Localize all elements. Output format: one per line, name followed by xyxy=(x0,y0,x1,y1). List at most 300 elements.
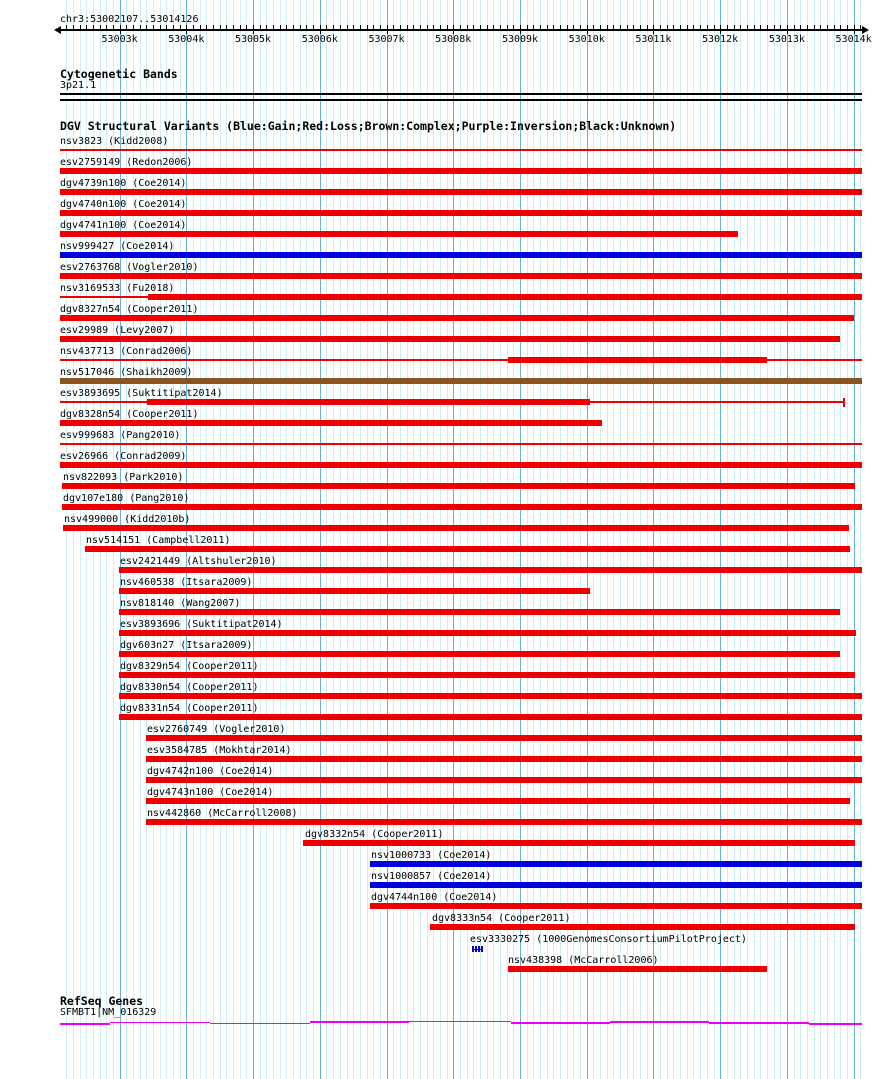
variant-bar[interactable] xyxy=(370,882,862,888)
ruler-minor-tick xyxy=(180,25,181,30)
gene-line-segment[interactable] xyxy=(60,1023,110,1025)
grid-line-minor xyxy=(326,0,327,1079)
grid-line-minor xyxy=(306,0,307,1079)
ruler-minor-tick xyxy=(540,25,541,30)
ruler-minor-tick xyxy=(754,25,755,30)
variant-label[interactable]: nsv3823 (Kidd2008) xyxy=(60,136,169,147)
ruler-minor-tick xyxy=(714,25,715,30)
variant-exon-glyph[interactable] xyxy=(472,946,483,952)
variant-bar[interactable] xyxy=(146,777,862,783)
variant-label[interactable]: nsv460538 (Itsara2009) xyxy=(120,577,253,588)
grid-line-major xyxy=(587,0,588,1079)
ruler-minor-tick xyxy=(260,25,261,30)
grid-line-minor xyxy=(714,0,715,1079)
cytoband-bar[interactable] xyxy=(60,93,862,101)
variant-label[interactable]: dgv603n27 (Itsara2009) xyxy=(120,640,253,651)
ruler-minor-tick xyxy=(500,25,501,30)
ruler-major-tick xyxy=(320,25,321,34)
grid-line-major xyxy=(387,0,388,1079)
variant-label[interactable]: nsv442860 (McCarroll2008) xyxy=(147,808,298,819)
variant-bar[interactable] xyxy=(85,546,850,552)
variant-label[interactable]: dgv107e180 (Pang2010) xyxy=(63,493,190,504)
ruler-minor-tick xyxy=(233,25,234,30)
grid-line-minor xyxy=(774,0,775,1079)
ruler-minor-tick xyxy=(780,25,781,30)
ruler-minor-tick xyxy=(213,25,214,30)
variant-bar[interactable] xyxy=(146,735,862,741)
variant-bar[interactable] xyxy=(60,231,738,237)
ruler-minor-tick xyxy=(460,25,461,30)
grid-line-minor xyxy=(380,0,381,1079)
variant-bar[interactable] xyxy=(148,294,862,300)
ruler-major-tick xyxy=(854,25,855,34)
grid-line-minor xyxy=(767,0,768,1079)
variant-label[interactable]: esv2763768 (Vogler2010) xyxy=(60,262,199,273)
ruler-minor-tick xyxy=(353,25,354,30)
grid-line-minor xyxy=(693,0,694,1079)
variant-bar[interactable] xyxy=(370,861,862,867)
variant-label[interactable]: dgv8329n54 (Cooper2011) xyxy=(120,661,259,672)
variant-bar[interactable] xyxy=(119,651,840,657)
grid-line-minor xyxy=(627,0,628,1079)
gene-line-segment[interactable] xyxy=(709,1022,809,1024)
grid-line-minor xyxy=(673,0,674,1079)
dgv-variants-title: DGV Structural Variants (Blue:Gain;Red:Loss;Brown:Complex;Purple:Inversion;Black:Unknown) xyxy=(60,119,677,133)
variant-label[interactable]: dgv8330n54 (Cooper2011) xyxy=(120,682,259,693)
ruler-major-tick xyxy=(720,25,721,34)
ruler-minor-tick xyxy=(513,25,514,30)
grid-line-minor xyxy=(427,0,428,1079)
cytogenetic-bands-title: Cytogenetic Bands xyxy=(60,67,178,81)
grid-line-minor xyxy=(820,0,821,1079)
grid-line-minor xyxy=(680,0,681,1079)
ruler-tick-label: 53007k xyxy=(368,34,405,45)
grid-line-minor xyxy=(333,0,334,1079)
ruler-minor-tick xyxy=(533,25,534,30)
ruler-minor-tick xyxy=(86,25,87,30)
variant-label[interactable]: esv29989 (Levy2007) xyxy=(60,325,175,336)
grid-line-minor xyxy=(847,0,848,1079)
variant-bar[interactable] xyxy=(147,399,590,405)
ruler-minor-tick xyxy=(800,25,801,30)
ruler-tick-label: 53014k xyxy=(835,34,872,45)
ruler-minor-tick xyxy=(100,25,101,30)
ruler-minor-tick xyxy=(160,25,161,30)
ruler-major-tick xyxy=(253,25,254,34)
ruler-minor-tick xyxy=(734,25,735,30)
ruler-minor-tick xyxy=(767,25,768,30)
ruler-minor-tick xyxy=(440,25,441,30)
ruler-minor-tick xyxy=(527,25,528,30)
gene-line-segment[interactable] xyxy=(809,1023,862,1025)
grid-line-major xyxy=(854,0,855,1079)
gene-name-label: SFMBT1|NM_016329 xyxy=(60,1007,157,1018)
gene-line-segment[interactable] xyxy=(511,1022,610,1024)
variant-bar[interactable] xyxy=(119,609,840,615)
variant-label[interactable]: dgv8327n54 (Cooper2011) xyxy=(60,304,199,315)
variant-bar[interactable] xyxy=(119,630,856,636)
ruler-minor-tick xyxy=(807,25,808,30)
variant-label[interactable]: esv3330275 (1000GenomesConsortiumPilotProject) xyxy=(470,934,747,945)
variant-bar[interactable] xyxy=(60,315,854,321)
variant-label[interactable]: esv2759149 (Redon2006) xyxy=(60,157,193,168)
grid-line-minor xyxy=(293,0,294,1079)
ruler-minor-tick xyxy=(133,25,134,30)
ruler-left-arrow-icon xyxy=(54,26,61,34)
ruler-minor-tick xyxy=(347,25,348,30)
variant-line[interactable] xyxy=(60,296,148,298)
ruler-minor-tick xyxy=(547,25,548,30)
grid-line-minor xyxy=(260,0,261,1079)
ruler-minor-tick xyxy=(507,25,508,30)
ruler-minor-tick xyxy=(106,25,107,30)
ruler-minor-tick xyxy=(333,25,334,30)
grid-line-minor xyxy=(834,0,835,1079)
grid-line-minor xyxy=(633,0,634,1079)
ruler-major-tick xyxy=(453,25,454,34)
ruler-minor-tick xyxy=(633,25,634,30)
grid-line-minor xyxy=(373,0,374,1079)
grid-line-minor xyxy=(760,0,761,1079)
variant-label[interactable]: nsv517046 (Shaikh2009) xyxy=(60,367,193,378)
variant-label[interactable]: nsv818140 (Wang2007) xyxy=(120,598,241,609)
ruler-minor-tick xyxy=(427,25,428,30)
ruler-minor-tick xyxy=(413,25,414,30)
variant-bar[interactable] xyxy=(119,567,862,573)
grid-line-minor xyxy=(620,0,621,1079)
variant-label[interactable]: esv3584785 (Mokhtar2014) xyxy=(147,745,292,756)
ruler-minor-tick xyxy=(433,25,434,30)
grid-line-minor xyxy=(860,0,861,1079)
ruler-minor-tick xyxy=(113,25,114,30)
ruler-minor-tick xyxy=(300,25,301,30)
grid-line-minor xyxy=(647,0,648,1079)
grid-line-minor xyxy=(827,0,828,1079)
grid-line-minor xyxy=(353,0,354,1079)
ruler-minor-tick xyxy=(667,25,668,30)
grid-line-minor xyxy=(814,0,815,1079)
ruler-minor-tick xyxy=(493,25,494,30)
variant-bar[interactable] xyxy=(60,210,862,216)
grid-line-major xyxy=(720,0,721,1079)
ruler-minor-tick xyxy=(246,25,247,30)
variant-bar[interactable] xyxy=(508,966,767,972)
ruler-tick-label: 53005k xyxy=(234,34,272,45)
variant-bar[interactable] xyxy=(146,798,850,804)
ruler-minor-tick xyxy=(266,25,267,30)
ruler-minor-tick xyxy=(73,25,74,30)
ruler-minor-tick xyxy=(140,25,141,30)
grid-line-major xyxy=(253,0,254,1079)
ruler-tick-label: 53009k xyxy=(501,34,539,45)
variant-label[interactable]: esv999683 (Pang2010) xyxy=(60,430,181,441)
grid-line-minor xyxy=(734,0,735,1079)
grid-line-minor xyxy=(407,0,408,1079)
ruler-minor-tick xyxy=(834,25,835,30)
variant-label[interactable]: dgv4739n100 (Coe2014) xyxy=(60,178,187,189)
variant-bar[interactable] xyxy=(370,903,862,909)
variant-bar[interactable] xyxy=(119,588,590,594)
ruler-minor-tick xyxy=(280,25,281,30)
ruler-minor-tick xyxy=(487,25,488,30)
grid-line-minor xyxy=(340,0,341,1079)
ruler-minor-tick xyxy=(580,25,581,30)
variant-label[interactable]: nsv514151 (Campbell2011) xyxy=(86,535,231,546)
variant-line[interactable] xyxy=(60,443,862,445)
grid-line-minor xyxy=(687,0,688,1079)
variant-label[interactable]: dgv4741n100 (Coe2014) xyxy=(60,220,187,231)
variant-label[interactable]: esv3893696 (Suktitipat2014) xyxy=(120,619,283,630)
grid-line-minor xyxy=(420,0,421,1079)
ruler-tick-label: 53004k xyxy=(168,34,205,45)
ruler-minor-tick xyxy=(93,25,94,30)
grid-line-minor xyxy=(667,0,668,1079)
variant-label[interactable]: nsv822093 (Park2010) xyxy=(63,472,184,483)
ruler-minor-tick xyxy=(814,25,815,30)
ruler-tick-label: 53011k xyxy=(635,34,672,45)
ruler-minor-tick xyxy=(380,25,381,30)
ruler-minor-tick xyxy=(700,25,701,30)
ruler-minor-tick xyxy=(794,25,795,30)
ruler-minor-tick xyxy=(640,25,641,30)
variant-bar[interactable] xyxy=(60,252,862,258)
variant-bar[interactable] xyxy=(508,357,767,363)
ruler-minor-tick xyxy=(600,25,601,30)
ruler-minor-tick xyxy=(593,25,594,30)
grid-line-minor xyxy=(807,0,808,1079)
ruler-minor-tick xyxy=(553,25,554,30)
grid-line-minor xyxy=(367,0,368,1079)
ruler-minor-tick xyxy=(367,25,368,30)
variant-label[interactable]: nsv1000857 (Coe2014) xyxy=(371,871,492,882)
variant-bar[interactable] xyxy=(146,819,862,825)
ruler-minor-tick xyxy=(66,25,67,30)
variant-label[interactable]: nsv1000733 (Coe2014) xyxy=(371,850,492,861)
ruler-minor-tick xyxy=(393,25,394,30)
ruler-minor-tick xyxy=(774,25,775,30)
variant-bar[interactable] xyxy=(62,483,855,489)
ruler-minor-tick xyxy=(447,25,448,30)
variant-label[interactable]: nsv438398 (McCarroll2006) xyxy=(508,955,659,966)
ruler-right-arrow-icon xyxy=(862,26,869,34)
grid-line-minor xyxy=(573,0,574,1079)
grid-line-major xyxy=(320,0,321,1079)
variant-end-tick[interactable] xyxy=(843,398,845,407)
grid-line-minor xyxy=(393,0,394,1079)
variant-label[interactable]: esv26966 (Conrad2009) xyxy=(60,451,187,462)
ruler-minor-tick xyxy=(847,25,848,30)
ruler-major-tick xyxy=(387,25,388,34)
variant-bar[interactable] xyxy=(60,189,862,195)
grid-line-minor xyxy=(347,0,348,1079)
ruler-tick-label: 53008k xyxy=(435,34,472,45)
grid-line-minor xyxy=(240,0,241,1079)
variant-bar[interactable] xyxy=(119,672,855,678)
grid-line-minor xyxy=(600,0,601,1079)
variant-label[interactable]: nsv499000 (Kidd2010b) xyxy=(64,514,191,525)
variant-label[interactable]: esv2421449 (Altshuler2010) xyxy=(120,556,277,567)
ruler-minor-tick xyxy=(80,25,81,30)
ruler-minor-tick xyxy=(620,25,621,30)
ruler-major-tick xyxy=(520,25,521,34)
ruler-minor-tick xyxy=(146,25,147,30)
variant-bar[interactable] xyxy=(60,378,862,384)
ruler-minor-tick xyxy=(200,25,201,30)
gene-line-segment[interactable] xyxy=(610,1021,709,1023)
variant-bar[interactable] xyxy=(60,336,840,342)
grid-line-minor xyxy=(727,0,728,1079)
ruler-minor-tick xyxy=(727,25,728,30)
grid-line-minor xyxy=(593,0,594,1079)
ruler-minor-tick xyxy=(827,25,828,30)
ruler-minor-tick xyxy=(760,25,761,30)
ruler-minor-tick xyxy=(567,25,568,30)
ruler-minor-tick xyxy=(400,25,401,30)
variant-label[interactable]: dgv4744n100 (Coe2014) xyxy=(371,892,498,903)
ruler-minor-tick xyxy=(673,25,674,30)
grid-line-minor xyxy=(754,0,755,1079)
variant-bar[interactable] xyxy=(62,504,862,510)
grid-line-major xyxy=(653,0,654,1079)
grid-line-minor xyxy=(580,0,581,1079)
ruler-minor-tick xyxy=(326,25,327,30)
variant-bar[interactable] xyxy=(63,525,849,531)
ruler-minor-tick xyxy=(373,25,374,30)
ruler-minor-tick xyxy=(293,25,294,30)
ruler-major-tick xyxy=(186,25,187,34)
variant-label[interactable]: dgv8331n54 (Cooper2011) xyxy=(120,703,259,714)
ruler-minor-tick xyxy=(226,25,227,30)
grid-line-minor xyxy=(286,0,287,1079)
variant-line[interactable] xyxy=(60,149,862,151)
variant-bar[interactable] xyxy=(430,924,855,930)
ruler-minor-tick xyxy=(480,25,481,30)
variant-label[interactable]: nsv437713 (Conrad2006) xyxy=(60,346,193,357)
grid-line-minor xyxy=(794,0,795,1079)
refseq-genes-title: RefSeq Genes xyxy=(60,994,144,1008)
ruler-minor-tick xyxy=(313,25,314,30)
grid-line-minor xyxy=(780,0,781,1079)
ruler-minor-tick xyxy=(693,25,694,30)
grid-line-minor xyxy=(273,0,274,1079)
variant-label[interactable]: nsv3169533 (Fu2018) xyxy=(60,283,175,294)
ruler-minor-tick xyxy=(286,25,287,30)
ruler-minor-tick xyxy=(306,25,307,30)
ruler-minor-tick xyxy=(747,25,748,30)
gene-line-segment[interactable] xyxy=(210,1023,310,1025)
ruler-minor-tick xyxy=(467,25,468,30)
ruler-major-tick xyxy=(120,25,121,34)
grid-line-minor xyxy=(266,0,267,1079)
ruler-minor-tick xyxy=(173,25,174,30)
grid-line-minor xyxy=(707,0,708,1079)
grid-line-minor xyxy=(840,0,841,1079)
ruler-tick-label: 53003k xyxy=(101,34,138,45)
region-coordinates: chr3:53002107..53014126 xyxy=(60,14,199,25)
variant-label[interactable]: dgv4742n100 (Coe2014) xyxy=(147,766,274,777)
variant-bar[interactable] xyxy=(119,693,862,699)
ruler-tick-label: 53013k xyxy=(768,34,805,45)
ruler-major-tick xyxy=(587,25,588,34)
variant-bar[interactable] xyxy=(119,714,862,720)
ruler-tick-label: 53006k xyxy=(301,34,338,45)
grid-line-minor xyxy=(800,0,801,1079)
grid-line-minor xyxy=(413,0,414,1079)
variant-bar[interactable] xyxy=(60,462,862,468)
grid-line-minor xyxy=(613,0,614,1079)
ruler-minor-tick xyxy=(707,25,708,30)
grid-line-minor xyxy=(360,0,361,1079)
variant-label[interactable]: dgv8332n54 (Cooper2011) xyxy=(305,829,444,840)
variant-label[interactable]: dgv8333n54 (Cooper2011) xyxy=(432,913,571,924)
ruler-minor-tick xyxy=(627,25,628,30)
gene-line-segment[interactable] xyxy=(310,1021,409,1023)
grid-line-minor xyxy=(246,0,247,1079)
ruler-tick-label: 53010k xyxy=(568,34,605,45)
grid-line-minor xyxy=(640,0,641,1079)
ruler-tick-label: 53012k xyxy=(702,34,739,45)
variant-bar[interactable] xyxy=(146,756,862,762)
grid-line-minor xyxy=(280,0,281,1079)
ruler-minor-tick xyxy=(240,25,241,30)
gene-line-segment[interactable] xyxy=(110,1022,210,1024)
ruler-minor-tick xyxy=(407,25,408,30)
ruler-minor-tick xyxy=(473,25,474,30)
grid-line-minor xyxy=(700,0,701,1079)
variant-bar[interactable] xyxy=(60,273,862,279)
ruler-minor-tick xyxy=(647,25,648,30)
ruler-minor-tick xyxy=(840,25,841,30)
ruler-minor-tick xyxy=(420,25,421,30)
ruler-minor-tick xyxy=(273,25,274,30)
ruler-minor-tick xyxy=(193,25,194,30)
ruler-minor-tick xyxy=(680,25,681,30)
ruler-minor-tick xyxy=(740,25,741,30)
intron-line xyxy=(472,949,483,951)
ruler-minor-tick xyxy=(607,25,608,30)
variant-bar[interactable] xyxy=(303,840,855,846)
grid-line-minor xyxy=(300,0,301,1079)
grid-line-minor xyxy=(607,0,608,1079)
ruler-minor-tick xyxy=(126,25,127,30)
ruler-major-tick xyxy=(653,25,654,34)
ruler-minor-tick xyxy=(153,25,154,30)
variant-label[interactable]: esv3893695 (Suktitipat2014) xyxy=(60,388,223,399)
variant-bar[interactable] xyxy=(60,420,602,426)
variant-label[interactable]: dgv8328n54 (Cooper2011) xyxy=(60,409,199,420)
grid-line-minor xyxy=(233,0,234,1079)
grid-line-minor xyxy=(747,0,748,1079)
grid-line-minor xyxy=(740,0,741,1079)
grid-line-minor xyxy=(313,0,314,1079)
variant-bar[interactable] xyxy=(60,168,862,174)
ruler-minor-tick xyxy=(220,25,221,30)
variant-label[interactable]: nsv999427 (Coe2014) xyxy=(60,241,175,252)
ruler-minor-tick xyxy=(560,25,561,30)
cytoband-label: 3p21.1 xyxy=(60,80,97,91)
ruler-minor-tick xyxy=(613,25,614,30)
ruler-minor-tick xyxy=(687,25,688,30)
grid-line-major xyxy=(787,0,788,1079)
variant-label[interactable]: dgv4743n100 (Coe2014) xyxy=(147,787,274,798)
gene-line-segment[interactable] xyxy=(409,1021,511,1023)
ruler-minor-tick xyxy=(820,25,821,30)
ruler-minor-tick xyxy=(166,25,167,30)
ruler-minor-tick xyxy=(860,25,861,30)
variant-label[interactable]: dgv4740n100 (Coe2014) xyxy=(60,199,187,210)
variant-label[interactable]: esv2760749 (Vogler2010) xyxy=(147,724,286,735)
ruler-minor-tick xyxy=(340,25,341,30)
